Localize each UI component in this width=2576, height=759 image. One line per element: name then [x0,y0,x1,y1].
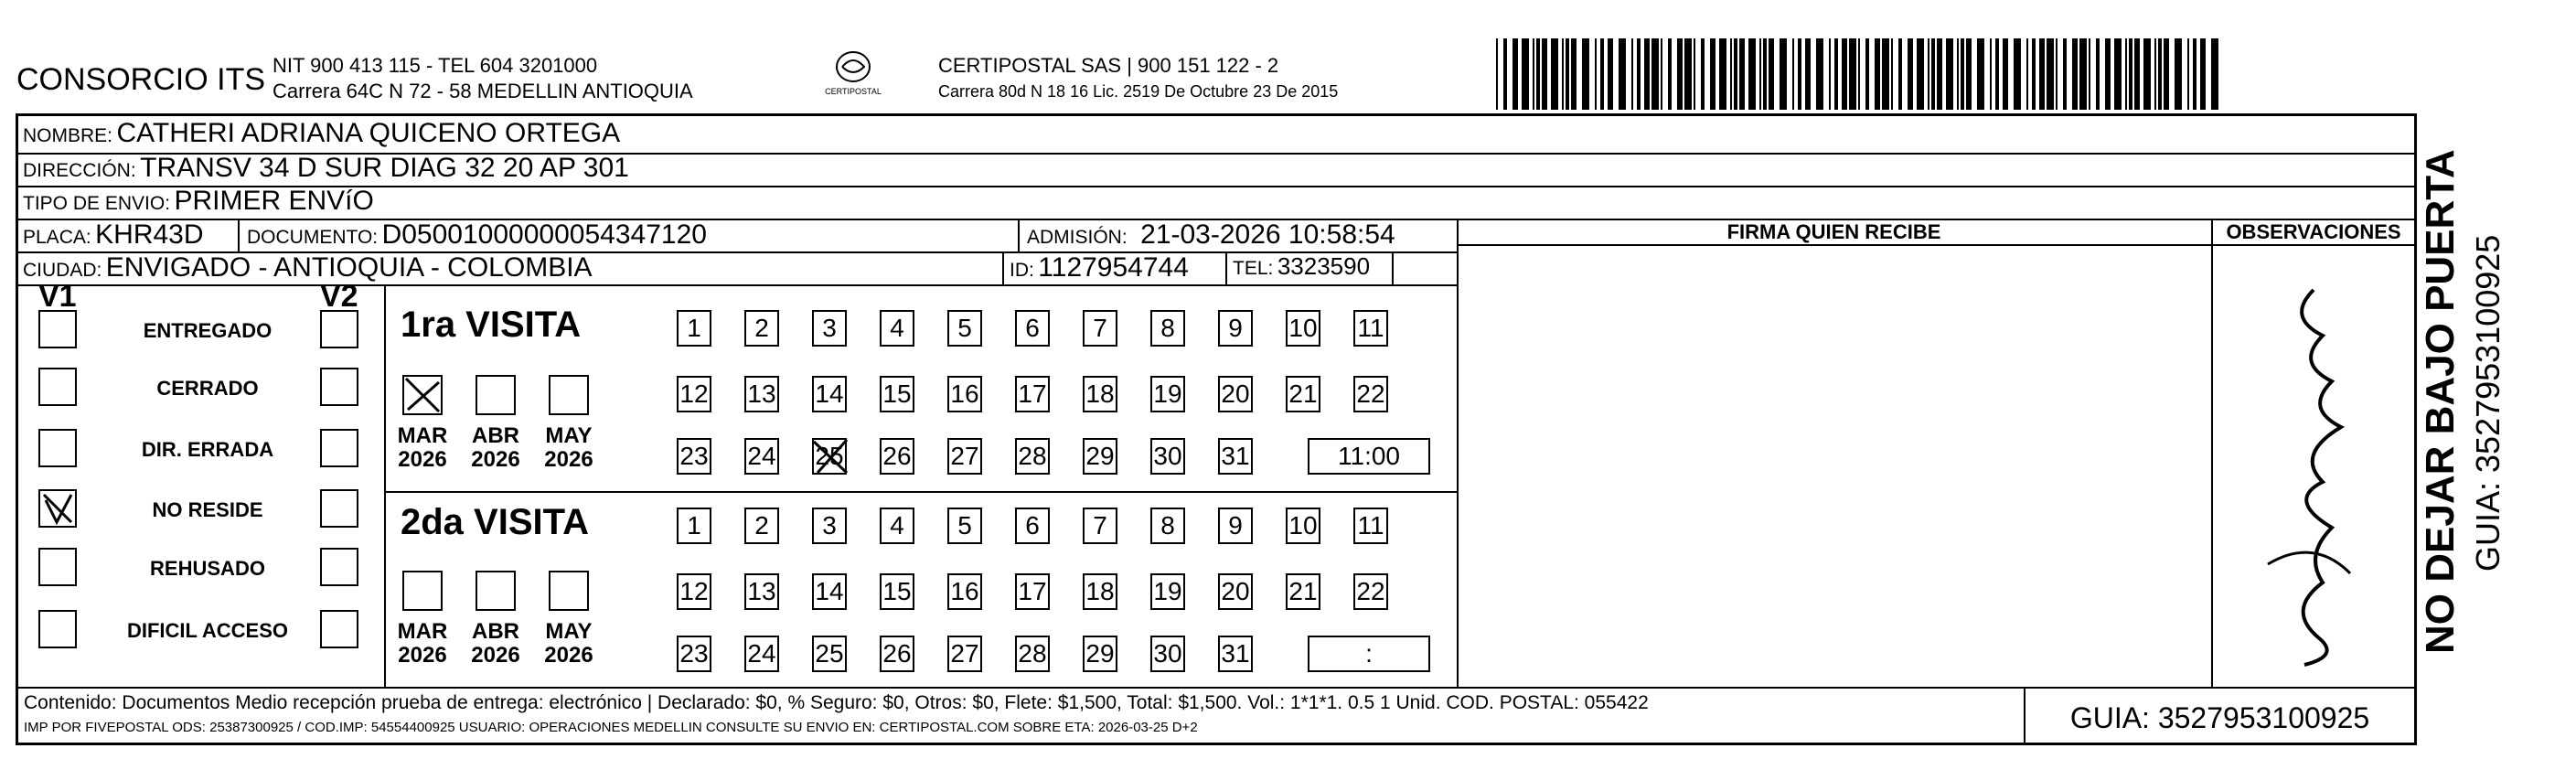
footer-guia: GUIA: 3527953100925 [2069,701,2370,734]
day-box[interactable]: 19 [1150,376,1185,412]
day-box[interactable]: 20 [1218,573,1253,610]
barcode-bar [1644,38,1650,110]
barcode-bar [1730,38,1732,110]
day-box[interactable]: 27 [947,636,982,672]
barcode-bar [1928,38,1929,110]
barcode-bar [2003,38,2008,110]
barcode-bar [1684,38,1692,110]
v2-checkbox[interactable] [320,489,358,528]
day-box[interactable]: 29 [1083,636,1117,672]
day-box[interactable]: 12 [677,573,711,610]
barcode-bar [1533,38,1534,110]
day-box[interactable]: 21 [1286,573,1320,610]
day-box[interactable]: 11 [1353,508,1388,544]
barcode-bar [1710,38,1716,110]
check-mark-icon [40,491,75,526]
barcode-bar [2014,38,2021,110]
visit2-title: 2da VISITA [401,502,589,542]
recipient-name: CATHERI ADRIANA QUICENO ORTEGA [116,118,621,148]
barcode-bar [1571,38,1577,110]
month-checkbox[interactable] [549,571,589,611]
tel-label: TEL: [1233,258,1274,279]
barcode-bar [2154,38,2156,110]
certipostal-info [938,53,1338,104]
barcode-bar [1957,38,1959,110]
barcode-bar [2096,38,2100,110]
barcode-bar [2125,38,2127,110]
barcode-bar [1990,38,1992,110]
certipostal-logo [817,50,890,105]
barcode-bar [1917,38,1924,110]
company-address: Carrera 64C N 72 - 58 MEDELLIN ANTIOQUIA [273,80,693,102]
time-box[interactable]: : [1308,636,1430,672]
side-warning: NO DEJAR BAJO PUERTA [2418,149,2463,654]
barcode-bar [1661,38,1662,110]
barcode-bar [1637,38,1641,110]
barcode-bar [1865,38,1869,110]
barcode-bar [1763,38,1767,110]
barcode-bar [2175,38,2182,110]
name-label: NOMBRE: [23,125,113,146]
barcode-bar [2039,38,2045,110]
v1-checkbox[interactable] [38,368,77,406]
day-box[interactable]: 27 [947,438,982,475]
barcode-bar [1858,38,1860,110]
month-label: ABR 2026 [471,423,520,472]
day-box[interactable]: 15 [880,573,914,610]
day-box[interactable]: 25 [812,438,847,475]
check-mark-icon [810,436,850,476]
day-box[interactable]: 26 [880,636,914,672]
barcode-bar [1734,38,1737,110]
footer-imp: IMP POR FIVEPOSTAL ODS: 25387300925 / COD.IMP: 54554400925 USUARIO: OPERACIONES MEDELLIN CONSULTE SU ENVIO EN: CERTIPOSTAL.COM SOBRE ETA: 2026-03-25 D+2 [24,720,1198,735]
barcode-bar [1937,38,1942,110]
barcode-bar [2047,38,2054,110]
day-box[interactable]: 18 [1083,376,1117,412]
city: ENVIGADO - ANTIOQUIA - COLOMBIA [105,252,593,283]
day-box[interactable]: 2 [744,310,779,347]
barcode-bar [2056,38,2058,110]
company-nit: NIT 900 413 115 - TEL 604 3201000 [273,54,598,77]
barcode-bar [1875,38,1880,110]
barcode-bar [2079,38,2087,110]
barcode-bar [1562,38,1564,110]
barcode-bar [1536,38,1540,110]
shipment-type-label: TIPO DE ENVIO: [23,193,171,214]
v2-checkbox[interactable] [320,429,358,467]
v1-checkbox[interactable] [38,548,77,586]
v1-checkbox[interactable] [38,429,77,467]
day-box[interactable]: 7 [1083,508,1117,544]
barcode-bar [1608,38,1613,110]
barcode-bar [1995,38,1999,110]
status-label: REHUSADO [150,557,265,580]
barcode-bar [1668,38,1672,110]
barcode-bar [1748,38,1756,110]
day-box[interactable]: 8 [1150,310,1185,347]
barcode-bar [1677,38,1683,110]
v2-checkbox[interactable] [320,610,358,648]
barcode-bar [2089,38,2090,110]
signature-header: FIRMA QUIEN RECIBE [1726,220,1941,243]
day-box[interactable]: 14 [812,573,847,610]
barcode-bar [1966,38,1972,110]
city-label: CIUDAD: [23,260,102,281]
document-label: DOCUMENTO: [247,227,379,248]
document-number: D05001000000054347120 [381,219,707,250]
v2-checkbox[interactable] [320,368,358,406]
day-box[interactable]: 24 [744,438,779,475]
barcode-bar [1842,38,1847,110]
day-box[interactable]: 25 [812,636,847,672]
status-label: DIR. ERRADA [141,438,274,461]
barcode-bar [1759,38,1761,110]
day-box[interactable]: 6 [1015,508,1050,544]
barcode-bar [1582,38,1589,110]
month-checkbox[interactable] [476,375,516,415]
v2-checkbox[interactable] [320,548,358,586]
day-box[interactable]: 16 [947,573,982,610]
day-box[interactable]: 14 [812,376,847,412]
observations-header: OBSERVACIONES [2226,220,2401,243]
v2-checkbox[interactable] [320,310,358,348]
tel-number: 3323590 [1277,252,1371,280]
day-box[interactable]: 28 [1015,636,1050,672]
day-box[interactable]: 30 [1150,636,1185,672]
day-box[interactable]: 4 [880,310,914,347]
barcode-bar [1769,38,1774,110]
status-label: DIFICIL ACCESO [126,619,288,642]
barcode-bar [2164,38,2169,110]
barcode-bar [2143,38,2151,110]
barcode-bar [2114,38,2122,110]
day-box[interactable]: 12 [677,376,711,412]
day-box[interactable]: 11 [1353,310,1388,347]
barcode-bar [1908,38,1913,110]
visit1-title: 1ra VISITA [401,305,582,345]
day-box[interactable]: 22 [1353,376,1388,412]
barcode-bar [2187,38,2189,110]
day-box[interactable]: 3 [812,310,847,347]
v2-header: V2 [320,279,358,314]
barcode [1496,38,2222,110]
barcode-bar [1977,38,1984,110]
day-box[interactable]: 28 [1015,438,1050,475]
month-label: MAY 2026 [544,423,593,472]
day-box[interactable]: 26 [880,438,914,475]
barcode-bar [2032,38,2036,110]
day-box[interactable]: 19 [1150,573,1185,610]
barcode-bar [1619,38,1626,110]
day-box[interactable]: 23 [677,636,711,672]
day-box[interactable]: 29 [1083,438,1117,475]
barcode-bar [1701,38,1705,110]
month-label: ABR 2026 [471,619,520,668]
address-label: DIRECCIÓN: [23,160,136,181]
barcode-bar [1496,38,1498,110]
barcode-bar [1816,38,1823,110]
barcode-bar [1503,38,1507,110]
day-box[interactable]: 2 [744,508,779,544]
day-box[interactable]: 15 [880,376,914,412]
day-box[interactable]: 24 [744,636,779,672]
barcode-bar [1522,38,1529,110]
side-guia: GUIA: 3527953100925 [2469,234,2507,572]
plate: KHR43D [95,219,204,250]
handwritten-signature [2231,262,2396,674]
barcode-bar [1719,38,1726,110]
footer-content: Contenido: Documentos Medio recepción prueba de entrega: electrónico | Declarado: $0, % Seguro: $0, Otros: $0, Flete: $1,500, Total: $1,500. Vol.: 1*1*1. 0.5 1 Unid. COD. POSTAL: 055422 [24,692,1649,713]
recipient-address: TRANSV 34 D SUR DIAG 32 20 AP 301 [140,153,629,183]
barcode-bar [1805,38,1811,110]
barcode-bar [1780,38,1787,110]
barcode-bar [2026,38,2028,110]
barcode-bar [1946,38,1953,110]
logo-text: CERTIPOSTAL [825,87,882,96]
barcode-bar [1595,38,1597,110]
status-label: NO RESIDE [152,498,263,521]
barcode-bar [1882,38,1889,110]
barcode-bar [2193,38,2197,110]
barcode-bar [1829,38,1831,110]
barcode-bar [2105,38,2111,110]
day-box[interactable]: 4 [880,508,914,544]
id-number: 1127954744 [1038,252,1189,283]
day-box[interactable]: 10 [1286,508,1320,544]
day-box[interactable]: 9 [1218,508,1253,544]
v1-checkbox[interactable] [38,489,77,528]
barcode-bar [1849,38,1856,110]
month-label: MAR 2026 [397,423,448,472]
day-box[interactable]: 9 [1218,310,1253,347]
barcode-bar [2129,38,2132,110]
day-box[interactable]: 3 [812,508,847,544]
day-box[interactable]: 5 [947,310,982,347]
barcode-bar [1694,38,1695,110]
barcode-bar [2134,38,2140,110]
day-box[interactable]: 5 [947,508,982,544]
barcode-bar [1931,38,1935,110]
barcode-bar [1792,38,1794,110]
certipostal-license: Carrera 80d N 18 16 Lic. 2519 De Octubre 23 De 2015 [938,82,1339,101]
day-box[interactable]: 7 [1083,310,1117,347]
month-label: MAY 2026 [544,619,593,668]
barcode-bar [1600,38,1604,110]
day-box[interactable]: 13 [744,573,779,610]
day-box[interactable]: 17 [1015,376,1050,412]
admission-datetime: 21-03-2026 10:58:54 [1140,219,1395,250]
barcode-bar [2158,38,2162,110]
barcode-bar [1551,38,1558,110]
day-box[interactable]: 16 [947,376,982,412]
company-info [273,53,693,104]
barcode-bar [1651,38,1659,110]
id-label: ID: [1010,260,1034,281]
day-box[interactable]: 20 [1218,376,1253,412]
v1-checkbox[interactable] [38,310,77,348]
month-label: MAR 2026 [397,619,448,668]
barcode-bar [1891,38,1893,110]
day-box[interactable]: 30 [1150,438,1185,475]
barcode-bar [1631,38,1633,110]
v1-checkbox[interactable] [38,610,77,648]
barcode-bar [1512,38,1518,110]
day-box[interactable]: 1 [677,508,711,544]
barcode-bar [2211,38,2218,110]
barcode-bar [1566,38,1569,110]
certipostal-nit: CERTIPOSTAL SAS | 900 151 122 - 2 [938,54,1279,77]
barcode-bar [1542,38,1547,110]
day-box[interactable]: 1 [677,310,711,347]
check-mark-icon [404,377,441,413]
barcode-bar [2072,38,2078,110]
shipment-type: PRIMER ENVíO [174,186,374,216]
day-box[interactable]: 6 [1015,310,1050,347]
day-box[interactable]: 23 [677,438,711,475]
month-checkbox[interactable] [402,375,443,415]
company-name: CONSORCIO ITS [16,62,266,97]
day-box[interactable]: 18 [1083,573,1117,610]
time-box[interactable]: 11:00 [1308,438,1430,475]
delivery-form [16,113,2417,745]
day-box[interactable]: 21 [1286,376,1320,412]
day-box[interactable]: 31 [1218,438,1253,475]
month-checkbox[interactable] [476,571,516,611]
day-box[interactable]: 10 [1286,310,1320,347]
status-label: ENTREGADO [143,319,273,342]
day-box[interactable]: 13 [744,376,779,412]
plate-label: PLACA: [23,227,91,248]
admission-label: ADMISIÓN: [1027,227,1128,248]
day-box[interactable]: 22 [1353,573,1388,610]
day-box[interactable]: 8 [1150,508,1185,544]
v1-header: V1 [38,279,77,314]
barcode-bar [2063,38,2067,110]
barcode-bar [1798,38,1801,110]
month-checkbox[interactable] [549,375,589,415]
barcode-bar [1834,38,1838,110]
barcode-bar [2200,38,2206,110]
day-box[interactable]: 17 [1015,573,1050,610]
month-checkbox[interactable] [402,571,443,611]
status-label: CERRADO [156,377,259,400]
day-box[interactable]: 31 [1218,636,1253,672]
barcode-bar [1961,38,1964,110]
barcode-bar [1739,38,1745,110]
barcode-bar [1898,38,1902,110]
